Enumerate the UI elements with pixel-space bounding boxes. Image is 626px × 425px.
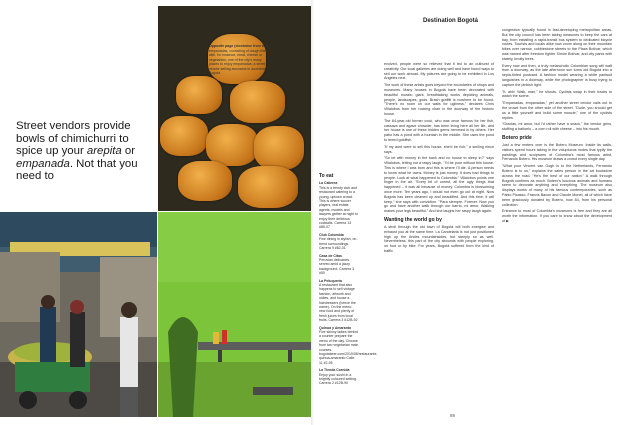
pull-quote-arepita: arepita (86, 145, 122, 158)
restaurant-name: Club Colombia (319, 232, 344, 237)
restaurant-text: Fine dining in stylish, on-trend surroundings. Carrera 9 #82-01 (319, 237, 358, 251)
restaurant-name: La Tienda Cornida (319, 368, 350, 373)
paragraph: The 64-year-old former cook, who was once famous for her fish, cassava and agave chowder, has been living here all her life, and her house is one of these hidden gems hemmed in by others. Her patio has a pond with a fountain in the middle. She uses the pond to breed goldfish. (384, 118, 494, 142)
restaurant-entry (319, 233, 359, 251)
empanada (176, 76, 222, 114)
to-eat-heading: To eat (319, 173, 334, 179)
paragraph: Just a few meters over is the Botero Museum. Inside its walls, visitors spend hours taking in the voluptuous nudes that typify the paintings and sculptures of Colombia's most famous artist, Fernando Botero. His museum draws a crowd every single day. (502, 142, 612, 162)
section-heading: Wanting the world go by (384, 216, 442, 223)
paragraph: "What your Vincent van Gogh is to the Netherlands, Fernando Botero is to us," explains the sales person in the art bookstore across the road. "He's the best of our nation." A walk through Bogotá confirms as much. Botero's luscious animals and humans seem to decorate anything and everything. The museum also displays works of many of his famous contemporaries, such as Pablo Picasso, Francis Bacon and Claude Monet, all of which have been graciously donated by Botero, now 84, from his personal collection. (502, 164, 612, 207)
street-vendor-photo (0, 212, 157, 417)
restaurant-text: Enjoy your sushi in a brightly coloured setting. Carrera 2 #12B-90 (319, 372, 357, 386)
restaurant-photo (158, 212, 312, 417)
caption-title: Opposite page (clockwise from top): (209, 44, 270, 48)
paragraph: congestion typically found in fast-developing metropolitan areas. But the city council has been taking measures to keep the cars at bay, from installing a rapid-transit bus system to dedicated bicycle routes. Tourists and locals alike now zoom along on their mountain bikes over narrow, cobblestone streets to the Plaza Bolívar, which was named after freedom fighter Simón Bolívar, and city parks with stately, knotty trees. (502, 28, 612, 61)
paragraph: The work of these artists goes beyond the boundaries of shops and museums. Many houses in Bogotá have been decorated with beautiful murals: giant, breathtaking works depicting animals, people, landscapes, gods. Brash graffiti is nowhere to be found. "There's no room on our walls for ugliness," declares Chris Villalobos from her rocking chair in the doorway of the historic house. (384, 83, 494, 116)
empanada (178, 161, 232, 201)
restaurant-name: La Peluquería (319, 278, 342, 283)
restaurant-entry (319, 279, 359, 323)
restaurant-name: La Cabrera (319, 181, 338, 186)
pull-quote-or: or (121, 145, 136, 158)
restaurant-entry (319, 181, 359, 229)
empanadas-photo (158, 6, 312, 211)
article-column-1 (384, 62, 494, 256)
paragraph: "Gracias, mi amor, but I'd rather have a snack," the vendor grins, stuffing a bañuelo – a corn roll with cheese – into his mouth. (502, 122, 612, 132)
empanada (230, 81, 285, 123)
restaurant-text: This is a trendy club and restaurant catering to a young, uptown crowd. This is where soccer players, real estate agents, models and lawyers gather at night to enjoy their delicious cocktails. Carrera 13 #85-07 (319, 185, 359, 230)
paragraph: evolved, people were so relieved that it led to an outburst of creativity. Our local galleries are doing well and have found ways to sell our work abroad. My pictures are going to be exhibited in Los Angeles next. (384, 62, 494, 81)
restaurant-name: Quinua y Amaranto (319, 325, 352, 330)
paragraph: A stroll through the old town of Bogotá will both energise and exhaust you at the same time. La Candelaria is not just positioned high up the Andes mountainsides, but steeply so as well. Nevertheless, this part of the city abounds with people exploring, on foot or by bike. For years, Bogotá suffered from the kind of traffic (384, 224, 494, 253)
caption-body: empanadas, consisting of dough filled with, for instance, meat, cheese or vegetables; one of the city's many places to enjoy empanadas; a street vendor selling avocados in downtown Bogotá (209, 48, 268, 75)
pull-quote-line1: Street vendors provide bowls of chimichurri to spice up your (16, 120, 131, 158)
paragraph: "So let with money in the bank and no house to sleep in?" says Villalobos, letting out a raspy laugh. "I'd be poor without this house. This is where I was born and this is where I'll die. A person needs to know what he owns. Money is just money. It does bad things to people. Look at what happened to Colombia." Villalobos points one finger in the air. "Every bit of unrest, all the ugly things that happened – it was all because of money. Colombia is blossoming once more. Ten years ago, I would not even go out at night. Now Bogotá has been cleaned up and beautified. And this time, it will keep," she says with conviction. "Para siempre. Forever. Now you go and have another walk through our barrio, mi amor. Walking makes your legs beautiful." And she laughs her raspy laugh again. (384, 156, 494, 214)
paragraph: Entrance to most of Colombia's museums is free and they are all worth the information. If you care to know about the development of ▶ (502, 209, 612, 223)
paragraph: "It, ahh! Walk, man," he shouts. Cyclists swap in their tracks to watch the scene. (502, 89, 612, 99)
running-head: Destination Bogotá (423, 18, 478, 24)
restaurant-entry (319, 368, 359, 386)
empanada (254, 126, 304, 170)
empanada (160, 116, 208, 156)
empanada (206, 124, 258, 166)
section-heading: Botero pride (502, 134, 532, 141)
paragraph: "If my aunt were to sell this house, she'd be rich," a smiling niece says. (384, 144, 494, 154)
restaurant-text: Peruvian delicacies served amid a jazzy background. Carrera 3 #50 (319, 257, 355, 276)
restaurant-text: Five skinny ladies behind a counter prepare the menu of the day. Choose from two vegetarian main courses. bogotabeer.com/2019/08/restaurante-quinua-amaranto Calle 11 #2-95 (319, 330, 378, 365)
paragraph: "Empanadas, empanadas," yet another street vendor calls out to the crowd from the other side of the street. "Dude, you should get us a little yourself and build some muscle," one of the cyclists replies. (502, 101, 612, 120)
restaurant-name: Casa de Citas (319, 253, 342, 258)
pull-quote-tail: . Not that you need to (16, 157, 138, 183)
pull-quote-empanada: empanada (16, 157, 70, 170)
to-eat-sidebar (319, 173, 378, 389)
page-number: 89 (450, 413, 456, 418)
article-column-2 (502, 28, 612, 226)
restaurant-entry (319, 254, 359, 276)
pull-quote (16, 120, 156, 183)
empanada (238, 166, 298, 208)
photo-caption (209, 44, 271, 76)
restaurant-text: A restaurant that also happens to sell vintage fashion, artwork and oldies, and house a hairdressers (hence the name). On the menu: new food and plenty of fresh juices from local fruits. Carrera 3 #12B-92 (319, 282, 358, 323)
restaurant-entry (319, 325, 378, 366)
paragraph: Every now and then, a truly melancholic Colombian song will waft from a doorway, as the late afternoon sun turns old Bogotá into a sepia-tinted postcard. A fashion model wearing a white pantsuit languishes in a doorway, while the photographer is busy trying to capture the pinkish light. (502, 63, 612, 87)
